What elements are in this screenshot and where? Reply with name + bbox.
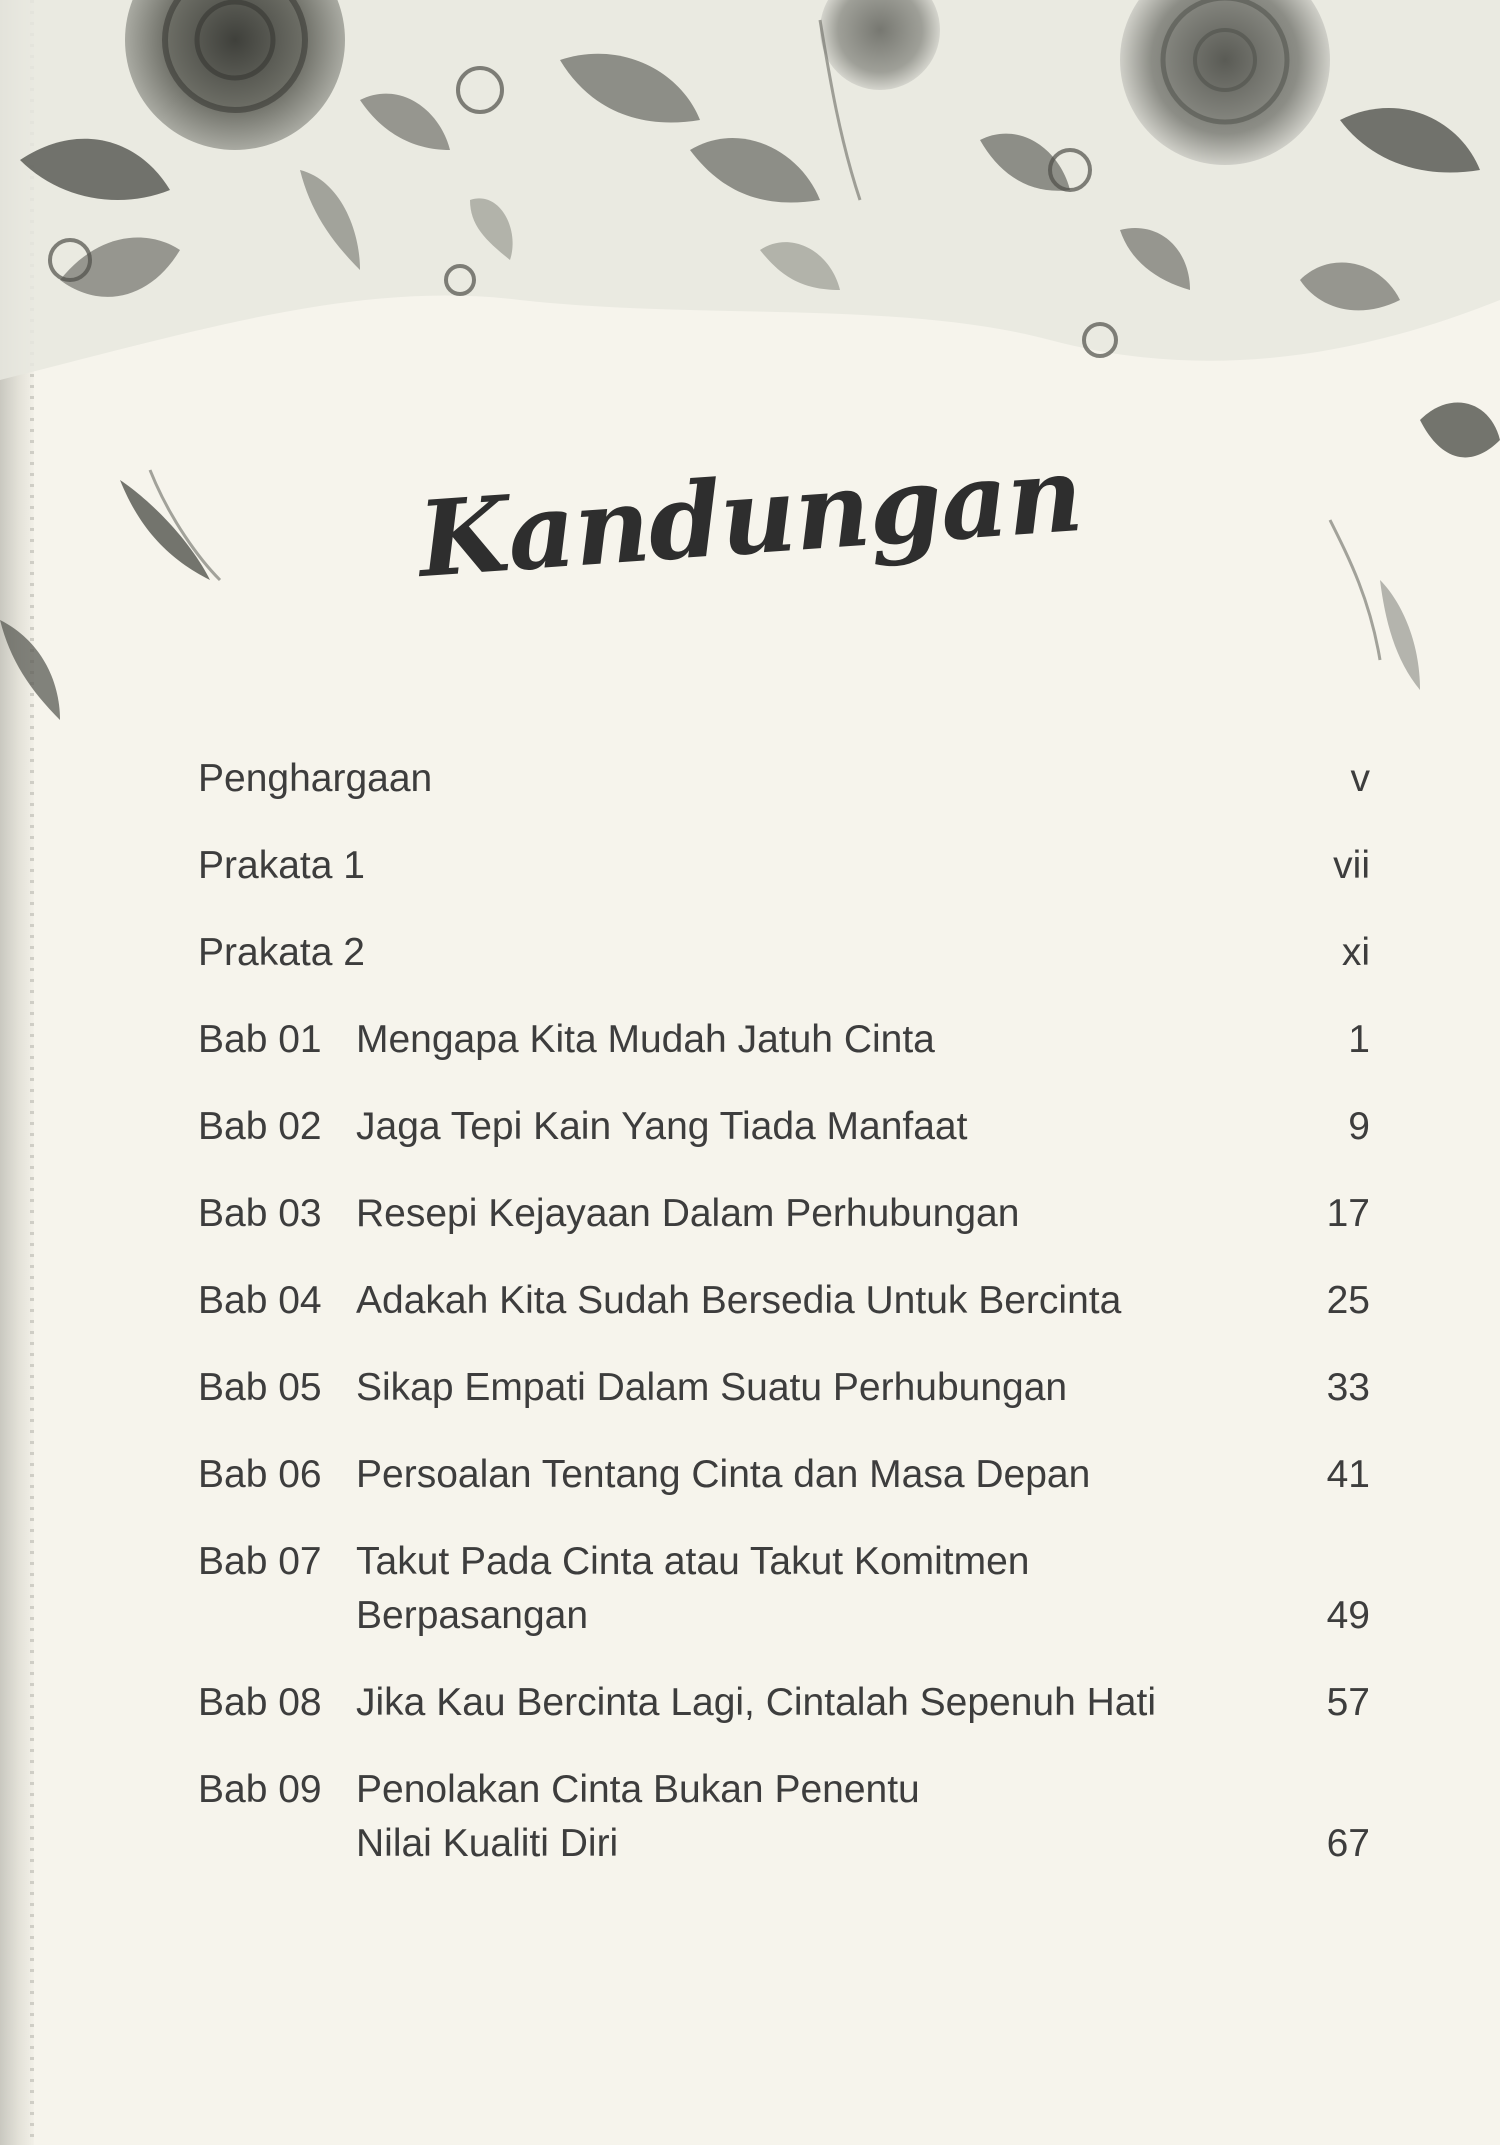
floral-border-icon [0,0,1500,760]
toc-page-number: 25 [1326,1279,1370,1322]
toc-page-number: 1 [1348,1018,1370,1061]
toc-entry [198,1361,1370,1415]
toc-entry-title: Persoalan Tentang Cinta dan Masa Depan [356,1453,1091,1496]
toc-entry [198,1013,1370,1067]
toc-entry-title: Mengapa Kita Mudah Jatuh Cinta [356,1018,935,1061]
toc-entry-title: Jaga Tepi Kain Yang Tiada Manfaat [356,1105,968,1148]
toc-chapter-number: Bab 03 [198,1192,322,1235]
toc-entry-title: Prakata 1 [198,844,365,887]
toc-chapter-number: Bab 06 [198,1453,322,1496]
toc-entry-title: Penghargaan [198,757,433,800]
toc-page-number: 67 [1326,1822,1370,1865]
toc-chapter-number: Bab 04 [198,1279,322,1322]
toc-entry [198,926,1370,980]
toc-entry-title: Prakata 2 [198,931,365,974]
toc-page-number: 17 [1326,1192,1370,1235]
toc-page-number: xi [1341,931,1370,974]
toc-entry [198,1535,1370,1643]
toc-entry-title: Adakah Kita Sudah Bersedia Untuk Bercinta [356,1279,1122,1322]
toc-entry-title: Resepi Kejayaan Dalam Perhubungan [356,1192,1020,1235]
toc-entry [198,1448,1370,1502]
toc-page-number: v [1350,757,1370,800]
toc-page-number: 33 [1326,1366,1370,1409]
toc-entry-title: Jika Kau Bercinta Lagi, Cintalah Sepenuh Hati [356,1681,1156,1724]
toc-entry [198,1274,1370,1328]
toc-entry-title: Penolakan Cinta Bukan Penentu Nilai Kualiti Diri [356,1768,920,1865]
table-of-contents [198,752,1370,1904]
toc-entry [198,1676,1370,1730]
toc-entry-title: Sikap Empati Dalam Suatu Perhubungan [356,1366,1068,1409]
toc-entry [198,1187,1370,1241]
toc-page-number: 9 [1348,1105,1370,1148]
toc-chapter-number: Bab 02 [198,1105,322,1148]
toc-entry-title: Takut Pada Cinta atau Takut Komitmen Berpasangan [356,1540,1030,1637]
page-title: Kandungan [414,431,1086,602]
toc-entry [198,1100,1370,1154]
toc-chapter-number: Bab 05 [198,1366,322,1409]
toc-page-number: 49 [1326,1594,1370,1637]
toc-entry [198,752,1370,806]
toc-chapter-number: Bab 09 [198,1768,322,1811]
toc-page-number: 41 [1326,1453,1370,1496]
toc-chapter-number: Bab 08 [198,1681,322,1724]
toc-page-number: vii [1333,844,1370,887]
toc-chapter-number: Bab 01 [198,1018,322,1061]
toc-entry [198,839,1370,893]
toc-entry [198,1763,1370,1871]
toc-chapter-number: Bab 07 [198,1540,322,1583]
toc-page-number: 57 [1326,1681,1370,1724]
